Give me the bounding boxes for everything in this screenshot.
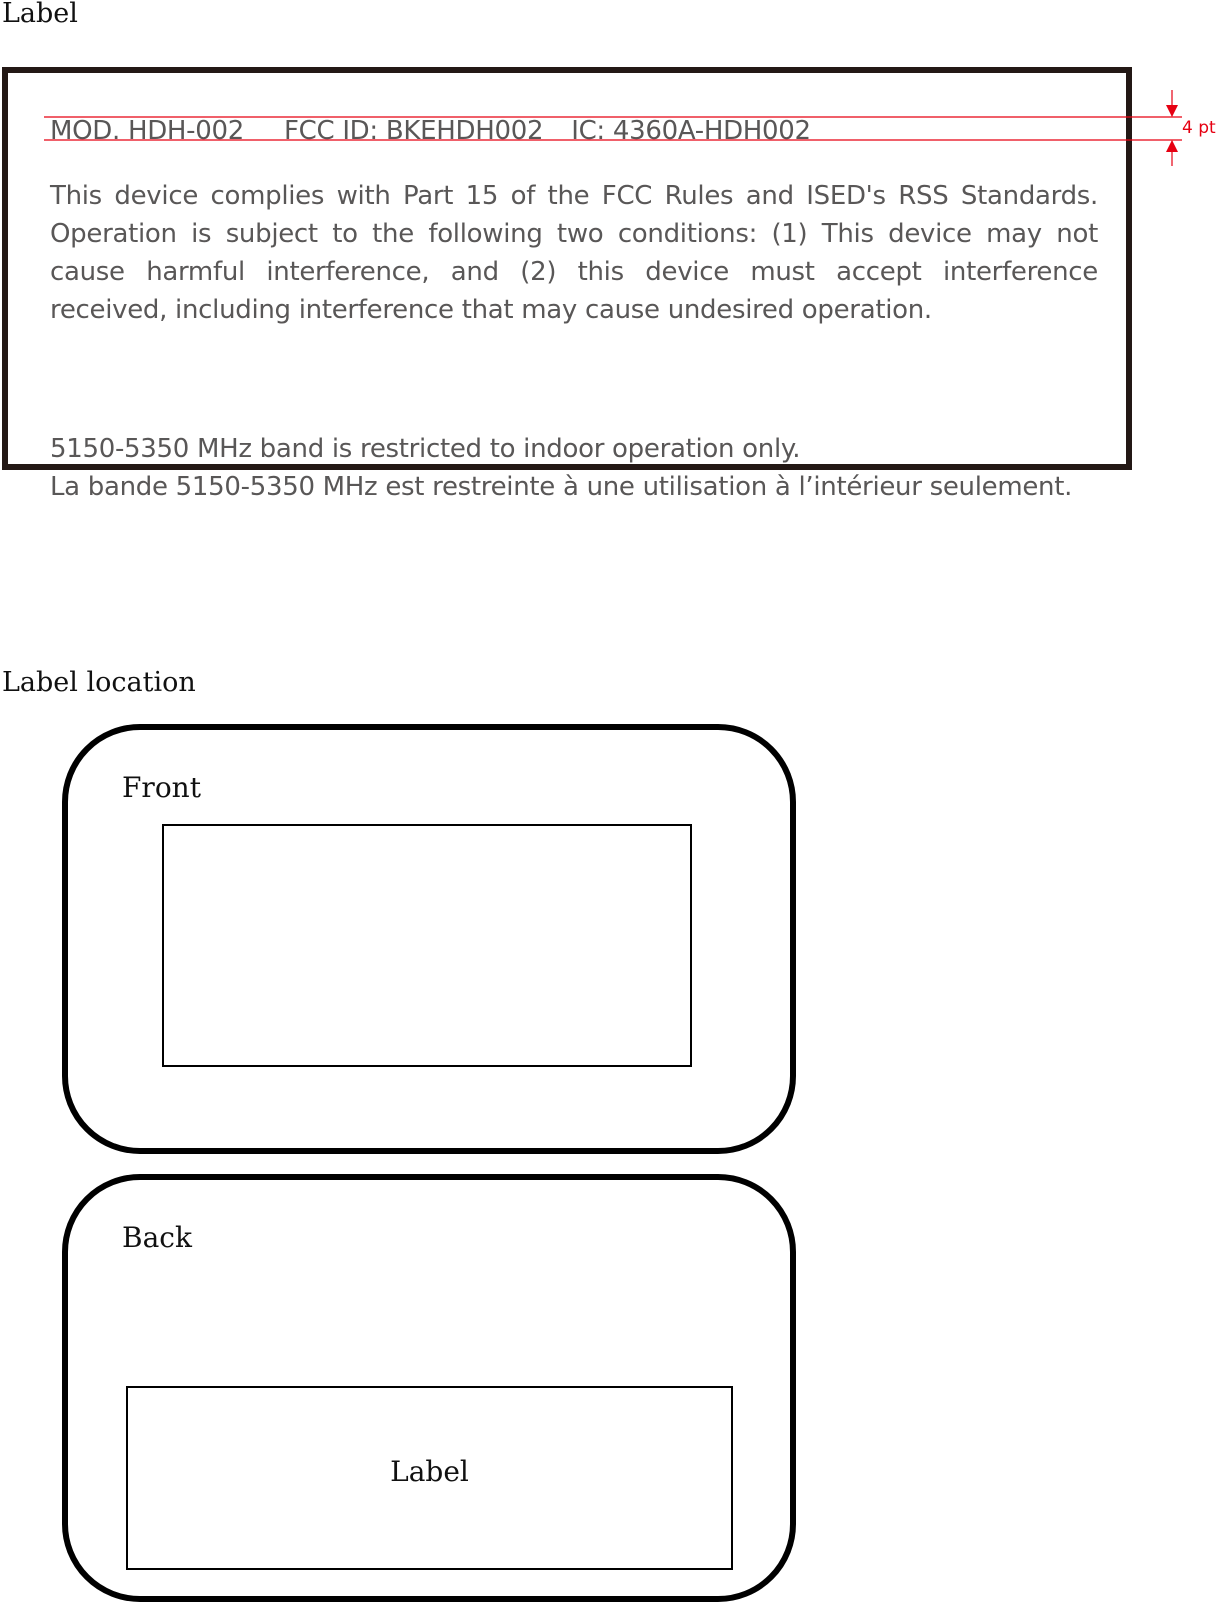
device-back xyxy=(62,1174,796,1602)
band-notice-french: La bande 5150-5350 MHz est restreinte à une utilisation à l’intérieur seulement. xyxy=(50,472,1073,502)
back-label-text: Label xyxy=(390,1455,469,1488)
label-box xyxy=(2,67,1132,502)
ic-number: IC: 4360A-HDH002 xyxy=(571,116,811,146)
compliance-statement: This device complies with Part 15 of the FCC Rules and ISED's RSS Standards. Operation is subject to the following two conditions: (1) This device may not cause harmful interference, and (2) this device must accept interference received, including interference that may cause undesired operation. xyxy=(50,181,1098,325)
front-panel xyxy=(162,824,692,1067)
label-heading: Label xyxy=(2,0,78,29)
model-number: MOD. HDH-002 xyxy=(50,116,244,146)
model-id-line xyxy=(50,116,811,146)
device-front xyxy=(62,724,796,1154)
label-location-heading: Label location xyxy=(2,667,196,698)
front-title: Front xyxy=(122,771,201,804)
band-notice-english: 5150-5350 MHz band is restricted to indoor operation only. xyxy=(50,434,801,464)
dimension-arrow-up-icon xyxy=(1166,140,1178,152)
back-title: Back xyxy=(122,1221,192,1254)
dimension-arrow-down-icon xyxy=(1166,105,1178,117)
back-label-area xyxy=(126,1386,733,1570)
dimension-label: 4 pt xyxy=(1182,118,1216,138)
fcc-id: FCC ID: BKEHDH002 xyxy=(283,116,544,146)
